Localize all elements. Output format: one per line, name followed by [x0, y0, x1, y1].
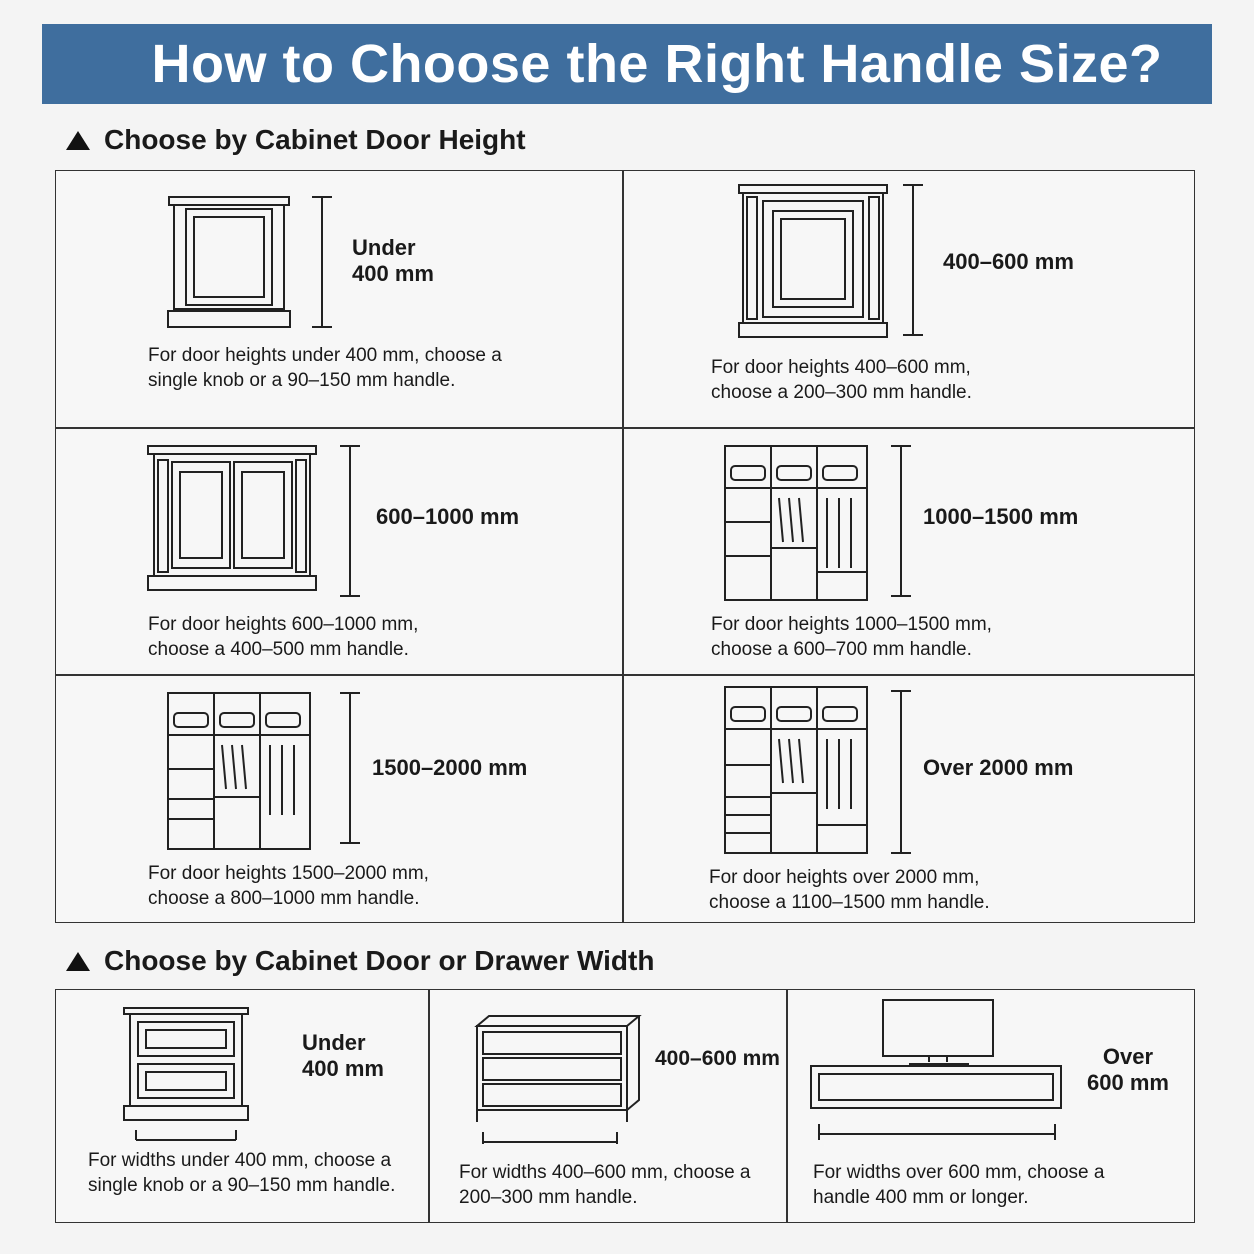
description-text: For door heights 1000–1500 mm, choose a 600–700 mm handle.	[711, 614, 992, 660]
dimension-label: 1000–1500 mm	[923, 504, 1079, 529]
wardrobe-icon	[723, 444, 869, 602]
height-cell-1500-2000	[56, 675, 622, 922]
dimension-label: Over 600 mm	[1087, 1044, 1169, 1096]
extra-tall-wardrobe-icon	[723, 685, 869, 855]
dimension-label: Over 2000 mm	[923, 755, 1074, 780]
height-cell-400-600	[623, 171, 1194, 427]
tall-wardrobe-icon	[166, 691, 312, 851]
height-dimension-icon	[310, 195, 334, 331]
dimension-label: 400–600 mm	[655, 1047, 780, 1070]
height-section-title-text: Choose by Cabinet Door Height	[104, 124, 526, 155]
height-dimension-icon	[338, 691, 362, 847]
dimension-label: 600–1000 mm	[376, 504, 520, 529]
small-cabinet-icon	[166, 195, 296, 331]
width-grid	[55, 989, 1195, 1223]
width-cell-400-600	[429, 990, 786, 1222]
title-banner	[42, 24, 1212, 104]
dresser-icon	[475, 1004, 641, 1146]
height-dimension-icon	[889, 444, 913, 600]
width-cell-over-600	[787, 990, 1194, 1222]
height-cell-600-1000	[56, 428, 622, 674]
height-dimension-icon	[901, 183, 925, 339]
dimension-label: Under 400 mm	[352, 235, 434, 287]
height-cell-1000-1500	[623, 428, 1194, 674]
width-section-title-text: Choose by Cabinet Door or Drawer Width	[104, 945, 655, 976]
dimension-label: 1500–2000 mm	[372, 755, 528, 780]
height-grid	[55, 170, 1195, 923]
triangle-up-icon	[66, 952, 90, 971]
description-text: For widths under 400 mm, choose a single knob or a 90–150 mm handle.	[88, 1150, 396, 1196]
dimension-label: Under 400 mm	[302, 1030, 384, 1082]
description-text: For door heights over 2000 mm, choose a 1100–1500 mm handle.	[709, 867, 990, 913]
width-section-title	[66, 945, 654, 977]
description-text: For door heights 600–1000 mm, choose a 400–500 mm handle.	[148, 614, 419, 660]
height-dimension-icon	[338, 444, 362, 600]
width-cell-under-400	[56, 990, 428, 1222]
double-door-cabinet-icon	[146, 444, 318, 594]
description-text: For widths 400–600 mm, choose a 200–300 mm handle.	[459, 1162, 751, 1208]
nightstand-icon	[122, 1006, 250, 1142]
dimension-label: 400–600 mm	[943, 249, 1074, 274]
height-cell-over-2000	[623, 675, 1194, 922]
description-text: For door heights 400–600 mm, choose a 200–300 mm handle.	[711, 357, 972, 403]
triangle-up-icon	[66, 131, 90, 150]
height-dimension-icon	[889, 689, 913, 857]
tv-stand-icon	[809, 998, 1065, 1146]
page-title: How to Choose the Right Handle Size?	[151, 34, 1163, 94]
description-text: For door heights under 400 mm, choose a single knob or a 90–150 mm handle.	[148, 345, 502, 391]
medium-cabinet-icon	[737, 183, 889, 343]
description-text: For door heights 1500–2000 mm, choose a 800–1000 mm handle.	[148, 863, 429, 909]
height-cell-under-400	[56, 171, 622, 427]
description-text: For widths over 600 mm, choose a handle 400 mm or longer.	[813, 1162, 1105, 1208]
height-section-title	[66, 124, 526, 156]
